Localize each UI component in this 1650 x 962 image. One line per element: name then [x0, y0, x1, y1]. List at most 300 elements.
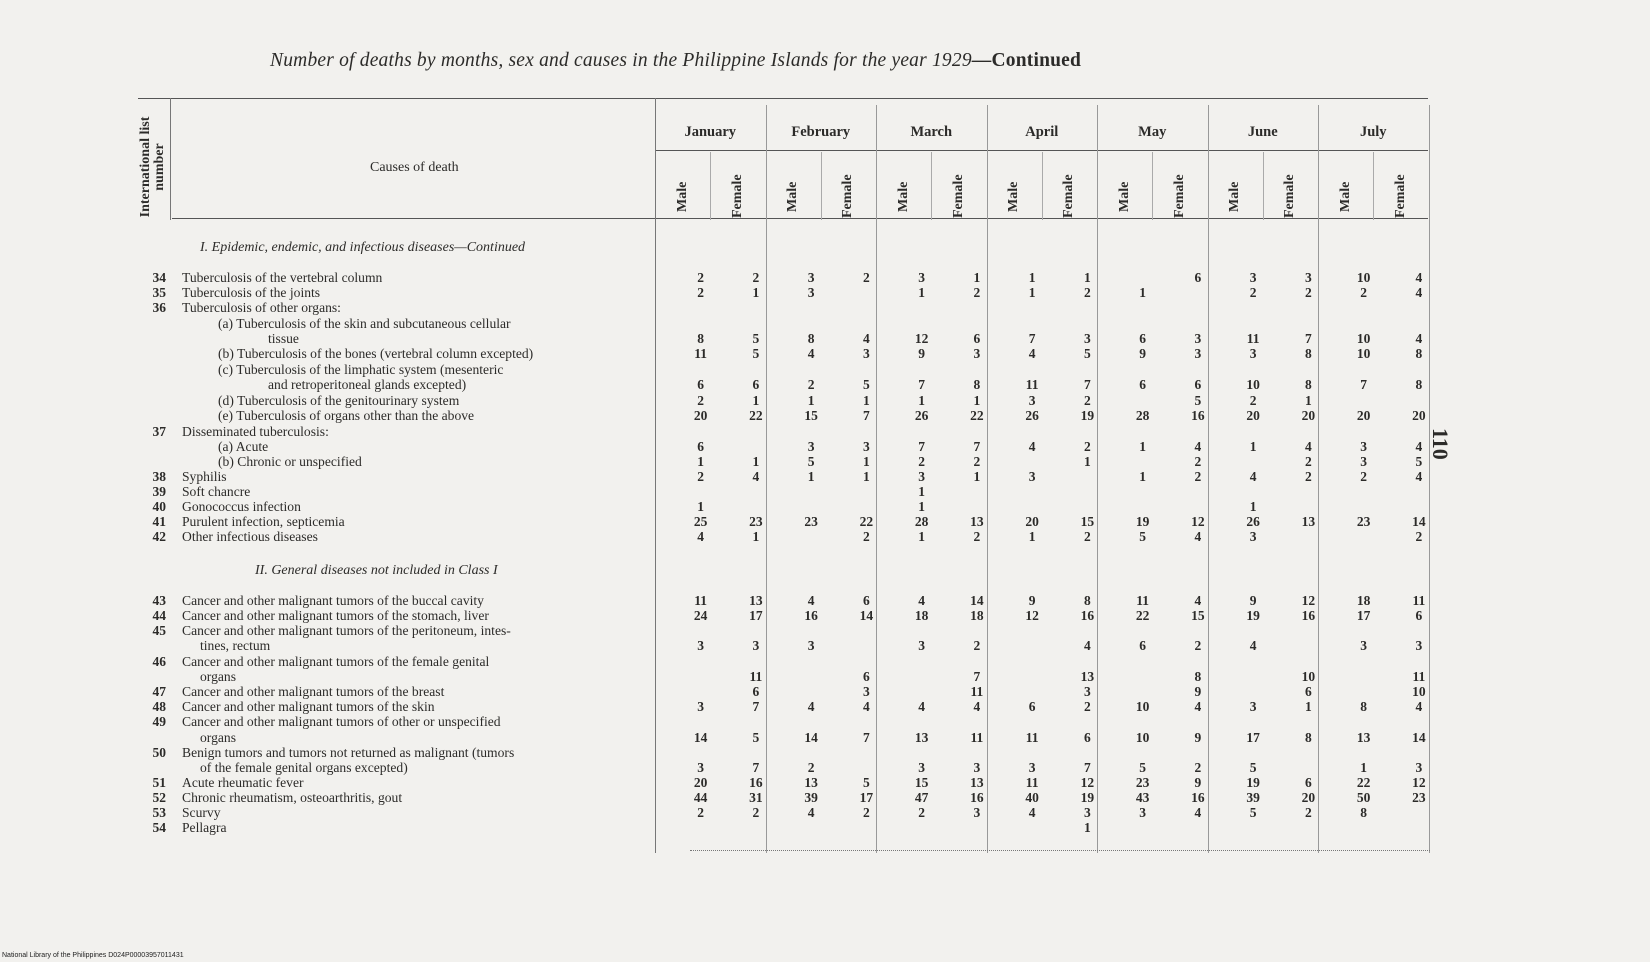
- table-cell: 11: [749, 669, 763, 684]
- male-header: Male: [1337, 181, 1353, 212]
- table-cell: 1: [1028, 285, 1036, 300]
- cause-text: (a) Tuberculosis of the skin and subcutaneous cellular: [218, 316, 511, 331]
- table-cell: 1: [918, 529, 925, 544]
- table-cell: 10: [1356, 346, 1371, 361]
- cause-label: [182, 469, 227, 484]
- table-cell: 2: [1360, 469, 1367, 484]
- table-cell: 1: [918, 285, 925, 300]
- table-cell: 13: [804, 775, 818, 790]
- table-cell: 1: [863, 469, 870, 484]
- header-bottom-rule: [172, 218, 1428, 219]
- table-cell: 4: [1194, 529, 1202, 544]
- table-cell: 23: [1356, 514, 1371, 529]
- table-cell: 12: [1025, 608, 1039, 623]
- table-cell: 2: [1084, 439, 1091, 454]
- list-number: 39: [152, 484, 166, 499]
- cause-label: [200, 730, 236, 745]
- female-header: Female: [729, 174, 745, 218]
- table-cell: 10: [1135, 730, 1150, 745]
- table-cell: 4: [1249, 469, 1257, 484]
- table-cell: 17: [1356, 608, 1371, 623]
- table-cell: 28: [1135, 408, 1150, 423]
- table-cell: 25: [693, 514, 708, 529]
- table-cell: 12: [1412, 775, 1426, 790]
- table-cell: 2: [807, 760, 815, 775]
- cause-label: [182, 285, 320, 300]
- table-cell: 20: [1356, 408, 1371, 423]
- male-header: Male: [1006, 181, 1022, 212]
- table-cell: 7: [863, 408, 870, 423]
- table-cell: 1: [1360, 760, 1367, 775]
- table-cell: 6: [1028, 699, 1036, 714]
- table-cell: 2: [697, 285, 704, 300]
- table-cell: 10: [1356, 331, 1371, 346]
- cause-label: [182, 820, 227, 835]
- table-cell: 7: [973, 669, 981, 684]
- table-cell: 4: [1415, 331, 1423, 346]
- table-cell: 1: [1249, 499, 1257, 514]
- list-number: 44: [152, 608, 166, 623]
- table-cell: 23: [749, 514, 763, 529]
- table-cell: 13: [914, 730, 929, 745]
- cause-text: Purulent infection, septicemia: [182, 514, 345, 529]
- list-number: 46: [152, 654, 166, 669]
- table-cell: 4: [1028, 346, 1036, 361]
- table-cell: 7: [863, 730, 870, 745]
- table-cell: 11: [1025, 377, 1039, 392]
- table-cell: 28: [914, 514, 929, 529]
- cause-text: (c) Tuberculosis of the limphatic system (mesenteric: [218, 362, 504, 377]
- cause-label: [182, 514, 345, 529]
- table-cell: 15: [914, 775, 929, 790]
- intl-list-header: International list number: [138, 116, 167, 218]
- table-cell: 1: [973, 469, 981, 484]
- list-number: 45: [152, 623, 166, 638]
- table-cell: 47: [914, 790, 929, 805]
- table-cell: 12: [1301, 593, 1316, 608]
- table-cell: 8: [1415, 346, 1423, 361]
- cause-label: [218, 439, 268, 454]
- table-cell: 20: [1246, 408, 1260, 423]
- cause-label: [218, 454, 362, 469]
- table-cell: 2: [697, 469, 704, 484]
- table-cell: 1: [918, 499, 925, 514]
- month-header: March: [910, 124, 953, 140]
- table-cell: 3: [1084, 805, 1091, 820]
- table-cell: 3: [1360, 638, 1367, 653]
- table-cell: 6: [1305, 775, 1312, 790]
- cause-label: [268, 377, 466, 392]
- cause-label: [182, 775, 304, 790]
- table-cell: 2: [1249, 285, 1257, 300]
- table-cell: 14: [970, 593, 984, 608]
- table-cell: 2: [1305, 454, 1312, 469]
- table-cell: 1: [918, 393, 925, 408]
- table-cell: 2: [1194, 454, 1202, 469]
- table-cell: 4: [1028, 805, 1036, 820]
- table-cell: 5: [863, 377, 870, 392]
- table-cell: 44: [693, 790, 708, 805]
- month-header: May: [1138, 124, 1167, 140]
- table-cell: 10: [1412, 684, 1426, 699]
- table-cell: 4: [807, 699, 815, 714]
- table-cell: 20: [693, 775, 708, 790]
- table-cell: 2: [973, 285, 981, 300]
- table-cell: 7: [1305, 331, 1312, 346]
- cause-text: Cancer and other malignant tumors of the peritoneum, intes-: [182, 623, 511, 638]
- table-cell: 22: [859, 514, 874, 529]
- table-cell: 16: [804, 608, 818, 623]
- table-cell: 2: [863, 805, 870, 820]
- table-cell: 13: [970, 514, 984, 529]
- table-cell: 19: [1246, 608, 1260, 623]
- table-cell: 6: [1139, 638, 1146, 653]
- page-number: 110: [1428, 428, 1453, 460]
- table-cell: 8: [1360, 805, 1367, 820]
- table-cell: 2: [697, 805, 704, 820]
- table-cell: 15: [804, 408, 818, 423]
- table-cell: 3: [918, 760, 925, 775]
- cause-text: (d) Tuberculosis of the genitourinary system: [218, 393, 460, 408]
- list-number: 51: [152, 775, 166, 790]
- table-cell: 15: [1191, 608, 1205, 623]
- table-cell: 11: [1136, 593, 1149, 608]
- male-header: Male: [895, 181, 911, 212]
- table-cell: 9: [918, 346, 925, 361]
- table-cell: 20: [1025, 514, 1039, 529]
- table-cell: 3: [918, 638, 925, 653]
- table-cell: 14: [693, 730, 708, 745]
- table-cell: 20: [1301, 408, 1316, 423]
- table-cell: 1: [697, 454, 704, 469]
- table-cell: 3: [973, 760, 981, 775]
- table-cell: 5: [1249, 805, 1257, 820]
- table-cell: 2: [1194, 638, 1202, 653]
- cause-text: (b) Tuberculosis of the bones (vertebral column excepted): [218, 346, 534, 361]
- table-cell: 1: [863, 454, 870, 469]
- table-cell: 14: [859, 608, 874, 623]
- bottom-rule: [690, 850, 1430, 851]
- table-title-main: Number of deaths by months, sex and causes in the Philippine Islands for the year 1929: [270, 50, 972, 71]
- table-cell: 5: [1139, 529, 1146, 544]
- female-header: Female: [1171, 174, 1187, 218]
- month-header: January: [684, 124, 737, 140]
- table-cell: 5: [1139, 760, 1146, 775]
- sex-col-rule: [1042, 152, 1043, 220]
- table-cell: 20: [1301, 790, 1316, 805]
- male-header: Male: [785, 181, 801, 212]
- table-cell: 1: [1305, 699, 1312, 714]
- sex-col-rule: [1373, 152, 1374, 220]
- sex-col-rule: [821, 152, 822, 220]
- list-number: 43: [152, 593, 166, 608]
- table-cell: 7: [918, 439, 925, 454]
- table-cell: 3: [807, 439, 815, 454]
- header-top-rule: [138, 98, 1428, 99]
- table-cell: 3: [807, 638, 815, 653]
- cause-label: [182, 714, 501, 729]
- cause-text: Acute rheumatic fever: [182, 775, 304, 790]
- table-cell: 2: [752, 805, 760, 820]
- table-cell: 11: [970, 730, 984, 745]
- list-number: 34: [152, 270, 166, 285]
- table-cell: 19: [1135, 514, 1150, 529]
- table-cell: 3: [697, 760, 704, 775]
- table-cell: 7: [1084, 760, 1091, 775]
- table-cell: 3: [1194, 346, 1202, 361]
- table-cell: 18: [914, 608, 929, 623]
- cause-text: Syphilis: [182, 469, 227, 484]
- table-cell: 2: [1194, 469, 1202, 484]
- table-cell: 3: [1360, 454, 1367, 469]
- table-cell: 14: [1412, 514, 1426, 529]
- table-cell: 4: [697, 529, 704, 544]
- cause-text: (a) Acute: [218, 439, 269, 454]
- table-cell: 19: [1246, 775, 1260, 790]
- table-cell: 2: [1305, 285, 1312, 300]
- table-cell: 8: [1305, 346, 1312, 361]
- cause-label: [182, 484, 250, 499]
- table-cell: 11: [694, 346, 707, 361]
- table-cell: 4: [807, 805, 815, 820]
- table-cell: 4: [918, 593, 925, 608]
- cause-text: tissue: [268, 331, 299, 346]
- table-cell: 3: [918, 469, 925, 484]
- table-cell: 4: [1415, 469, 1423, 484]
- table-cell: 19: [1080, 790, 1095, 805]
- table-cell: 11: [1025, 775, 1039, 790]
- table-cell: 5: [752, 730, 760, 745]
- table-cell: 3: [863, 346, 870, 361]
- table-cell: 2: [1084, 393, 1091, 408]
- table-cell: 16: [970, 790, 984, 805]
- table-cell: 39: [804, 790, 818, 805]
- cause-label: [182, 270, 382, 285]
- table-cell: 3: [1139, 805, 1146, 820]
- cause-text: organs: [200, 730, 236, 745]
- table-cell: 6: [1305, 684, 1312, 699]
- table-cell: 11: [970, 684, 984, 699]
- table-cell: 50: [1356, 790, 1371, 805]
- list-number: 41: [152, 514, 166, 529]
- table-cell: 11: [1025, 730, 1039, 745]
- cause-label: [182, 745, 514, 760]
- table-cell: 8: [1305, 730, 1312, 745]
- table-cell: 2: [973, 638, 981, 653]
- table-cell: 22: [749, 408, 763, 423]
- table-cell: 3: [807, 270, 815, 285]
- cause-label: [182, 790, 402, 805]
- table-cell: 20: [1412, 408, 1426, 423]
- table-cell: 9: [1028, 593, 1036, 608]
- table-cell: 8: [973, 377, 981, 392]
- cause-text: (e) Tuberculosis of organs other than the above: [218, 408, 475, 423]
- table-cell: 4: [918, 699, 925, 714]
- table-cell: 6: [863, 593, 870, 608]
- cause-text: Cancer and other malignant tumors of the female genital: [182, 654, 490, 669]
- table-cell: 9: [1194, 730, 1202, 745]
- table-cell: 3: [1249, 529, 1257, 544]
- table-cell: 6: [1415, 608, 1423, 623]
- table-cell: 24: [693, 608, 708, 623]
- table-cell: 4: [1194, 699, 1202, 714]
- table-cell: 5: [1194, 393, 1202, 408]
- table-cell: 17: [859, 790, 874, 805]
- table-cell: 3: [697, 699, 704, 714]
- female-header: Female: [840, 174, 856, 218]
- table-cell: 1: [1028, 270, 1036, 285]
- table-cell: 4: [1415, 699, 1423, 714]
- table-cell: 1: [1249, 439, 1257, 454]
- male-header: Male: [674, 181, 690, 212]
- table-cell: 3: [863, 684, 870, 699]
- female-header: Female: [1282, 174, 1298, 218]
- table-cell: 1: [752, 393, 760, 408]
- table-cell: 4: [1415, 285, 1423, 300]
- list-number: 40: [152, 499, 166, 514]
- list-number: 35: [152, 285, 166, 300]
- table-cell: 1: [1084, 270, 1091, 285]
- table-cell: 2: [863, 529, 870, 544]
- table-cell: 1: [752, 454, 760, 469]
- table-cell: 14: [1412, 730, 1426, 745]
- table-cell: 2: [973, 529, 981, 544]
- table-cell: 1: [1139, 469, 1146, 484]
- sex-col-rule: [931, 152, 932, 220]
- table-cell: 3: [697, 638, 704, 653]
- table-cell: 1: [1028, 529, 1036, 544]
- table-cell: 4: [973, 699, 981, 714]
- cause-text: Tuberculosis of other organs:: [182, 300, 341, 315]
- cause-text: Tuberculosis of the vertebral column: [182, 270, 383, 285]
- table-cell: 4: [1415, 439, 1423, 454]
- month-header: June: [1247, 124, 1278, 140]
- table-cell: 16: [1191, 408, 1205, 423]
- months-rule: [655, 150, 1428, 151]
- table-cell: 15: [1080, 514, 1095, 529]
- cause-label: [182, 699, 435, 714]
- table-cell: 22: [1356, 775, 1371, 790]
- table-cell: 43: [1135, 790, 1150, 805]
- table-cell: 5: [807, 454, 815, 469]
- table-cell: 5: [1415, 454, 1423, 469]
- table-cell: 10: [1301, 669, 1316, 684]
- table-cell: 23: [1412, 790, 1426, 805]
- table-cell: 1: [863, 393, 870, 408]
- table-cell: 16: [1191, 790, 1205, 805]
- cause-label: [182, 300, 341, 315]
- table-cell: 13: [749, 593, 763, 608]
- table-cell: 3: [1360, 439, 1367, 454]
- table-cell: 2: [807, 377, 815, 392]
- table-cell: 2: [1360, 285, 1367, 300]
- cause-text: and retroperitoneal glands excepted): [268, 377, 467, 392]
- table-cell: 20: [693, 408, 708, 423]
- cause-label: [182, 654, 489, 669]
- table-cell: 39: [1246, 790, 1260, 805]
- table-cell: 3: [1194, 331, 1202, 346]
- table-cell: 10: [1356, 270, 1371, 285]
- table-cell: 16: [1301, 608, 1316, 623]
- table-cell: 6: [1139, 377, 1146, 392]
- table-cell: 4: [807, 346, 815, 361]
- table-cell: 1: [807, 393, 815, 408]
- cause-text: Tuberculosis of the joints: [182, 285, 321, 300]
- cause-text: Cancer and other malignant tumors of the buccal cavity: [182, 593, 484, 608]
- cause-label: [218, 408, 474, 423]
- month-header: February: [791, 124, 851, 140]
- table-cell: 2: [918, 454, 925, 469]
- table-cell: 13: [1301, 514, 1316, 529]
- table-cell: 31: [749, 790, 763, 805]
- table-cell: 2: [1305, 469, 1312, 484]
- table-cell: 3: [752, 638, 760, 653]
- table-cell: 2: [973, 454, 981, 469]
- table-cell: 12: [1191, 514, 1205, 529]
- table-cell: 1: [697, 499, 704, 514]
- table-cell: 3: [863, 439, 870, 454]
- cause-label: [200, 669, 236, 684]
- table-cell: 4: [863, 331, 870, 346]
- list-number: 42: [152, 529, 166, 544]
- table-cell: 9: [1249, 593, 1257, 608]
- list-number: 54: [152, 820, 166, 835]
- table-cell: 2: [1249, 393, 1257, 408]
- intl-col-rule: [170, 98, 171, 220]
- table-cell: 26: [1246, 514, 1260, 529]
- cause-label: [182, 593, 484, 608]
- table-cell: 9: [1139, 346, 1146, 361]
- table-cell: 4: [1305, 439, 1312, 454]
- list-number: 38: [152, 469, 166, 484]
- table-cell: 4: [1028, 439, 1036, 454]
- table-cell: 4: [1415, 270, 1423, 285]
- table-cell: 1: [1305, 393, 1312, 408]
- table-cell: 4: [1249, 638, 1257, 653]
- table-cell: 17: [749, 608, 763, 623]
- table-cell: 40: [1025, 790, 1039, 805]
- sex-col-rule: [1152, 152, 1153, 220]
- table-cell: 1: [973, 270, 981, 285]
- table-cell: 23: [804, 514, 818, 529]
- female-header: Female: [950, 174, 966, 218]
- table-cell: 9: [1194, 684, 1202, 699]
- table-cell: 1: [1139, 439, 1146, 454]
- table-cell: 13: [1080, 669, 1095, 684]
- table-cell: 7: [752, 699, 760, 714]
- table-cell: 8: [1194, 669, 1202, 684]
- table-cell: 18: [970, 608, 984, 623]
- table-cell: 6: [1084, 730, 1091, 745]
- cause-label: [182, 684, 444, 699]
- table-cell: 26: [914, 408, 929, 423]
- table-cell: 4: [863, 699, 870, 714]
- table-cell: 2: [863, 270, 870, 285]
- cause-text: Cancer and other malignant tumors of the breast: [182, 684, 445, 699]
- cause-text: Soft chancre: [182, 484, 251, 499]
- list-number: 49: [152, 714, 166, 729]
- cause-label: [182, 424, 329, 439]
- table-cell: 6: [1139, 331, 1146, 346]
- table-cell: 4: [1194, 593, 1202, 608]
- table-cell: 3: [1249, 699, 1257, 714]
- cause-label: [182, 623, 511, 638]
- table-cell: 12: [1080, 775, 1095, 790]
- cause-text: organs: [200, 669, 236, 684]
- table-cell: 3: [1084, 684, 1091, 699]
- male-header: Male: [1116, 181, 1132, 212]
- list-number: 47: [152, 684, 166, 699]
